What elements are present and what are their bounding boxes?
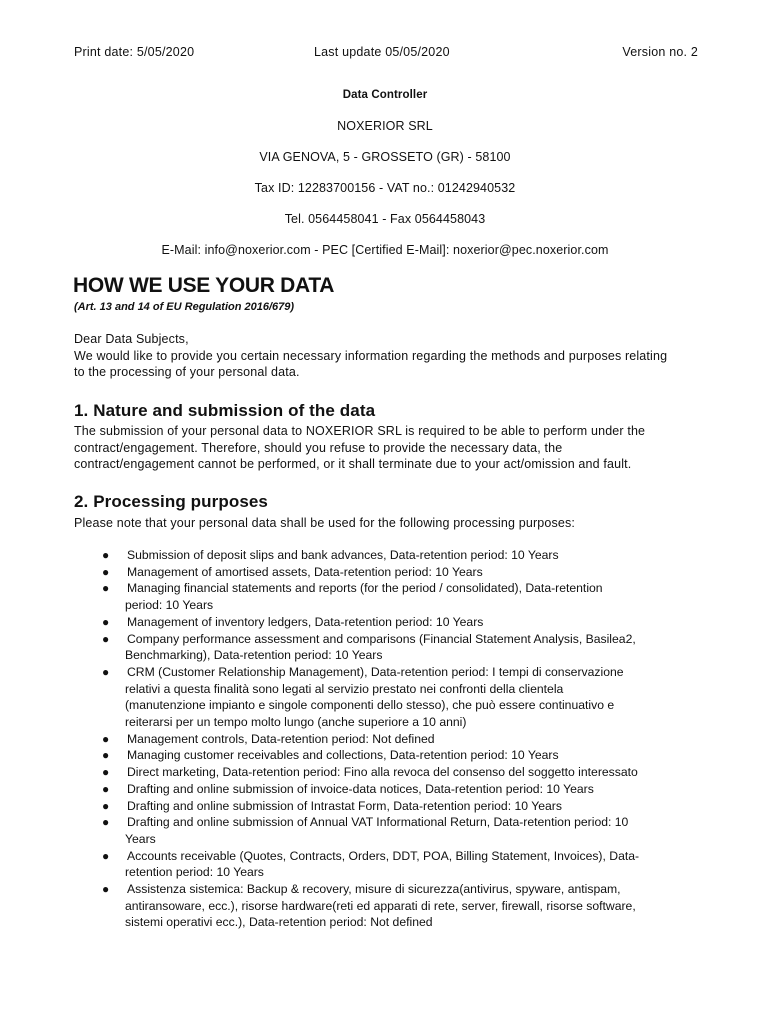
list-item	[74, 614, 714, 631]
list-item-line: Benchmarking), Data-retention period: 10 Years	[125, 648, 383, 663]
list-item-text	[127, 747, 714, 764]
section-2-intro	[74, 515, 704, 532]
section-1-paragraph	[74, 423, 704, 473]
processing-purposes-list	[74, 547, 714, 931]
list-item	[74, 747, 714, 764]
list-item-line: Accounts receivable (Quotes, Contracts, Orders, DDT, POA, Billing Statement, Invoices), Data-	[127, 848, 640, 863]
list-item-line: reiterarsi per un tempo molto lungo (anche superiore a 10 anni)	[125, 715, 467, 730]
bullet-icon: ●	[102, 631, 110, 646]
bullet-icon: ●	[102, 548, 110, 562]
list-item-text	[127, 580, 714, 613]
list-item-line: Company performance assessment and comparisons (Financial Statement Analysis, Basilea2,	[127, 631, 636, 646]
list-item	[74, 798, 714, 815]
intro-paragraph	[74, 331, 704, 381]
list-item-text	[127, 798, 714, 815]
list-item-line: Assistenza sistemica: Backup & recovery, misure di sicurezza(antivirus, spyware, antispam,	[127, 882, 621, 897]
section-1-line: contract/engagement cannot be performed, or it shall terminate due to your act/omission and fault.	[74, 457, 632, 471]
section-2-intro-line: Please note that your personal data shall be used for the following processing purposes:	[74, 516, 576, 530]
list-item	[74, 664, 714, 731]
bullet-icon: ●	[102, 882, 110, 897]
bullet-icon: ●	[102, 664, 110, 679]
page-subtitle: (Art. 13 and 14 of EU Regulation 2016/679)	[74, 301, 295, 313]
list-item-text	[127, 814, 714, 847]
version-number: Version no. 2	[622, 45, 698, 59]
controller-name: NOXERIOR SRL	[337, 119, 433, 133]
list-item	[74, 764, 714, 781]
section-1-line: contract/engagement. Therefore, should you refuse to provide the necessary data, the	[74, 440, 563, 455]
list-item	[74, 731, 714, 748]
list-item-line: Management controls, Data-retention period: Not defined	[127, 731, 435, 746]
section-1-line: The submission of your personal data to NOXERIOR SRL is required to be able to perform under the	[74, 424, 646, 438]
list-item-line: Submission of deposit slips and bank advances, Data-retention period: 10 Years	[127, 548, 559, 562]
list-item-text	[127, 764, 714, 781]
list-item-text	[127, 614, 714, 631]
controller-email: E-Mail: info@noxerior.com - PEC [Certified E-Mail]: noxerior@pec.noxerior.com	[161, 243, 609, 257]
list-item-line: CRM (Customer Relationship Management), Data-retention period: I tempi di conservazione	[127, 664, 624, 679]
list-item-line: Direct marketing, Data-retention period: Fino alla revoca del consenso del soggetto interessato	[127, 765, 638, 780]
bullet-icon: ●	[102, 848, 110, 863]
section-1-title: 1. Nature and submission of the data	[74, 401, 376, 420]
list-item	[74, 881, 714, 931]
list-item-line: Drafting and online submission of Annual VAT Informational Return, Data-retention period: 10	[127, 815, 629, 830]
controller-heading: Data Controller	[342, 89, 428, 101]
section-2-title: 2. Processing purposes	[74, 492, 268, 511]
list-item-text	[127, 781, 714, 798]
print-date: Print date: 5/05/2020	[74, 45, 195, 59]
controller-phone: Tel. 0564458041 - Fax 0564458043	[284, 212, 486, 226]
bullet-icon: ●	[102, 765, 110, 780]
list-item-line: sistemi operativi ecc.), Data-retention period: Not defined	[125, 915, 433, 930]
list-item-text	[127, 848, 714, 881]
list-item-line: relativi a questa finalità sono legati al servizio prestato nei confronti della clientela	[125, 681, 564, 696]
controller-tax-ids: Tax ID: 12283700156 - VAT no.: 01242940532	[254, 181, 516, 195]
list-item-line: retention period: 10 Years	[125, 865, 264, 880]
list-item-text	[127, 731, 714, 748]
page-title: HOW WE USE YOUR DATA	[73, 274, 335, 297]
bullet-icon: ●	[102, 731, 110, 746]
list-item-line: Management of inventory ledgers, Data-retention period: 10 Years	[127, 614, 484, 629]
intro-line: Dear Data Subjects,	[74, 332, 189, 346]
list-item-line: antiransoware, ecc.), risorse hardware(reti ed apparati di rete, server, firewall, risorse software,	[125, 898, 636, 913]
list-item-line: Managing customer receivables and collections, Data-retention period: 10 Years	[127, 748, 559, 763]
last-update: Last update 05/05/2020	[314, 45, 450, 59]
list-item	[74, 781, 714, 798]
list-item-text	[127, 631, 714, 664]
list-item	[74, 564, 714, 581]
list-item-line: Management of amortised assets, Data-retention period: 10 Years	[127, 564, 483, 579]
bullet-icon: ●	[102, 614, 110, 629]
controller-address: VIA GENOVA, 5 - GROSSETO (GR) - 58100	[259, 150, 511, 164]
list-item-line: (manutenzione impianto e singole componenti dello stesso), che può essere continuativo e	[125, 698, 615, 713]
list-item	[74, 631, 714, 664]
list-item-text	[127, 547, 714, 564]
list-item	[74, 814, 714, 847]
list-item-line: Drafting and online submission of invoice-data notices, Data-retention period: 10 Years	[127, 781, 594, 796]
list-item	[74, 848, 714, 881]
list-item	[74, 547, 714, 564]
bullet-icon: ●	[102, 815, 110, 830]
bullet-icon: ●	[102, 564, 110, 579]
list-item-line: Years	[125, 831, 156, 846]
list-item-line: period: 10 Years	[125, 598, 214, 613]
bullet-icon: ●	[102, 748, 110, 763]
bullet-icon: ●	[102, 798, 110, 813]
list-item-line: Managing financial statements and reports (for the period / consolidated), Data-retention	[127, 581, 603, 596]
list-item-text	[127, 564, 714, 581]
list-item-text	[127, 664, 714, 731]
list-item-line: Drafting and online submission of Intrastat Form, Data-retention period: 10 Years	[127, 798, 562, 813]
intro-line: to the processing of your personal data.	[74, 365, 300, 379]
bullet-icon: ●	[102, 581, 110, 596]
list-item	[74, 580, 714, 613]
intro-line: We would like to provide you certain necessary information regarding the methods and purposes relating	[74, 348, 668, 363]
bullet-icon: ●	[102, 781, 110, 796]
list-item-text	[127, 881, 714, 931]
